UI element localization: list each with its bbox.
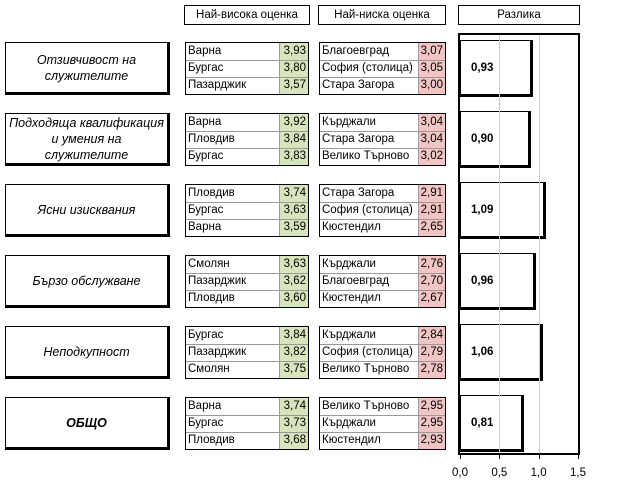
lowest-row-separator	[320, 361, 445, 362]
category-label: Подходяща квалификация и умения на служителите	[5, 113, 170, 166]
highest-row-separator	[186, 148, 308, 149]
highest-row-separator	[186, 202, 308, 203]
lowest-city: София (столица)	[322, 346, 413, 358]
lowest-row	[320, 202, 445, 219]
lowest-table	[319, 113, 446, 166]
difference-value-label: 0,93	[471, 61, 494, 74]
highest-city: Смолян	[188, 258, 230, 270]
highest-row-separator	[186, 290, 308, 291]
lowest-row-separator	[320, 432, 445, 433]
lowest-score: 3,02	[418, 148, 445, 165]
lowest-city: Стара Загора	[322, 133, 395, 145]
difference-value-label: 1,09	[471, 203, 494, 216]
highest-row-separator	[186, 273, 308, 274]
lowest-score: 3,04	[418, 114, 445, 131]
highest-row	[186, 60, 308, 77]
highest-row-separator	[186, 344, 308, 345]
x-tick-mark	[539, 455, 540, 459]
lowest-city: Кърджали	[322, 417, 376, 429]
lowest-city: Кърджали	[322, 258, 376, 270]
difference-value-label: 1,06	[471, 345, 494, 358]
highest-score: 3,74	[279, 398, 308, 415]
highest-city: Пловдив	[188, 434, 235, 446]
lowest-row	[320, 77, 445, 94]
highest-table	[185, 397, 309, 450]
highest-score: 3,62	[279, 273, 308, 290]
highest-row	[186, 273, 308, 290]
lowest-city: Кърджали	[322, 116, 376, 128]
highest-score: 3,68	[279, 432, 308, 449]
highest-row	[186, 327, 308, 344]
x-tick-label: 1,0	[530, 467, 547, 479]
lowest-city: Велико Търново	[322, 400, 410, 412]
lowest-row	[320, 131, 445, 148]
highest-row	[186, 415, 308, 432]
lowest-row	[320, 60, 445, 77]
highest-row	[186, 344, 308, 361]
lowest-row	[320, 185, 445, 202]
lowest-row	[320, 256, 445, 273]
lowest-city: Благоевград	[322, 275, 390, 287]
lowest-row	[320, 273, 445, 290]
lowest-row	[320, 432, 445, 449]
highest-row	[186, 256, 308, 273]
highest-row	[186, 432, 308, 449]
highest-row-separator	[186, 77, 308, 78]
lowest-row	[320, 398, 445, 415]
highest-score: 3,80	[279, 60, 308, 77]
lowest-row	[320, 219, 445, 236]
lowest-score: 3,05	[418, 60, 445, 77]
highest-city: Пазарджик	[188, 79, 247, 91]
lowest-city: Велико Търново	[322, 363, 410, 375]
difference-value-label: 0,81	[471, 416, 494, 429]
lowest-score: 2,91	[418, 202, 445, 219]
lowest-table	[319, 255, 446, 308]
lowest-score: 2,78	[418, 361, 445, 378]
x-tick-label: 0,0	[452, 467, 468, 479]
lowest-score: 3,07	[418, 43, 445, 60]
highest-city: Варна	[188, 221, 222, 233]
difference-value-label: 0,96	[471, 274, 494, 287]
highest-row-separator	[186, 131, 308, 132]
lowest-score: 2,70	[418, 273, 445, 290]
highest-row	[186, 361, 308, 378]
header-lowest: Най-ниска оценка	[318, 5, 446, 25]
category-label: Неподкупност	[5, 326, 170, 379]
lowest-score: 2,91	[418, 185, 445, 202]
difference-value-label: 0,90	[471, 132, 494, 145]
highest-city: Смолян	[188, 363, 230, 375]
header-difference: Разлика	[458, 5, 580, 25]
highest-score: 3,84	[279, 327, 308, 344]
category-label: Бързо обслужване	[5, 255, 170, 308]
highest-table	[185, 42, 309, 95]
lowest-score: 3,00	[418, 77, 445, 94]
highest-score: 3,57	[279, 77, 308, 94]
category-label: Отзивчивост на служителите	[5, 42, 170, 95]
x-tick-label: 0,5	[491, 467, 508, 479]
highest-row-separator	[186, 219, 308, 220]
highest-table	[185, 184, 309, 237]
highest-row-separator	[186, 361, 308, 362]
highest-row	[186, 114, 308, 131]
highest-row	[186, 43, 308, 60]
x-tick-mark	[460, 455, 461, 459]
lowest-table	[319, 184, 446, 237]
highest-score: 3,63	[279, 202, 308, 219]
highest-row	[186, 398, 308, 415]
lowest-row	[320, 327, 445, 344]
highest-city: Бургас	[188, 204, 224, 216]
lowest-table	[319, 42, 446, 95]
highest-row-separator	[186, 60, 308, 61]
highest-score: 3,60	[279, 290, 308, 307]
lowest-row	[320, 43, 445, 60]
highest-row	[186, 77, 308, 94]
lowest-city: София (столица)	[322, 62, 413, 74]
highest-city: Пазарджик	[188, 275, 247, 287]
highest-city: Варна	[188, 45, 222, 57]
lowest-city: Кърджали	[322, 329, 376, 341]
difference-chart-area	[458, 33, 580, 455]
x-tick-mark	[578, 455, 579, 459]
lowest-score: 2,93	[418, 432, 445, 449]
lowest-row-separator	[320, 273, 445, 274]
highest-table	[185, 113, 309, 166]
highest-table	[185, 326, 309, 379]
highest-score: 3,74	[279, 185, 308, 202]
highest-city: Бургас	[188, 150, 224, 162]
highest-city: Варна	[188, 116, 222, 128]
highest-row-separator	[186, 432, 308, 433]
highest-city: Пазарджик	[188, 346, 247, 358]
category-label: ОБЩО	[5, 397, 170, 450]
lowest-row	[320, 361, 445, 378]
highest-city: Бургас	[188, 62, 224, 74]
lowest-row	[320, 415, 445, 432]
lowest-row-separator	[320, 77, 445, 78]
x-tick-label: 1,5	[570, 467, 586, 479]
lowest-row-separator	[320, 290, 445, 291]
x-gridline	[539, 35, 540, 453]
x-gridline	[499, 35, 500, 453]
highest-score: 3,83	[279, 148, 308, 165]
highest-city: Бургас	[188, 329, 224, 341]
highest-row-separator	[186, 415, 308, 416]
highest-score: 3,75	[279, 361, 308, 378]
lowest-score: 2,84	[418, 327, 445, 344]
lowest-table	[319, 326, 446, 379]
highest-score: 3,93	[279, 43, 308, 60]
highest-row	[186, 131, 308, 148]
lowest-row	[320, 148, 445, 165]
header-highest: Най-висока оценка	[184, 5, 310, 25]
lowest-row	[320, 114, 445, 131]
highest-score: 3,73	[279, 415, 308, 432]
highest-score: 3,59	[279, 219, 308, 236]
highest-city: Варна	[188, 400, 222, 412]
lowest-city: Стара Загора	[322, 187, 395, 199]
lowest-score: 2,95	[418, 415, 445, 432]
highest-row	[186, 185, 308, 202]
lowest-score: 3,04	[418, 131, 445, 148]
highest-row	[186, 290, 308, 307]
x-tick-mark	[499, 455, 500, 459]
lowest-table	[319, 397, 446, 450]
highest-score: 3,84	[279, 131, 308, 148]
highest-score: 3,92	[279, 114, 308, 131]
lowest-score: 2,95	[418, 398, 445, 415]
lowest-score: 2,76	[418, 256, 445, 273]
lowest-row	[320, 290, 445, 307]
lowest-score: 2,79	[418, 344, 445, 361]
lowest-row	[320, 344, 445, 361]
lowest-row-separator	[320, 148, 445, 149]
lowest-row-separator	[320, 202, 445, 203]
lowest-row-separator	[320, 131, 445, 132]
lowest-score: 2,65	[418, 219, 445, 236]
lowest-city: Стара Загора	[322, 79, 395, 91]
highest-row	[186, 219, 308, 236]
lowest-score: 2,67	[418, 290, 445, 307]
lowest-city: Кюстендил	[322, 221, 381, 233]
highest-row	[186, 148, 308, 165]
highest-table	[185, 255, 309, 308]
lowest-row-separator	[320, 60, 445, 61]
lowest-city: Кюстендил	[322, 434, 381, 446]
highest-score: 3,63	[279, 256, 308, 273]
highest-city: Бургас	[188, 417, 224, 429]
category-label: Ясни изисквания	[5, 184, 170, 237]
lowest-city: София (столица)	[322, 204, 413, 216]
highest-row	[186, 202, 308, 219]
highest-score: 3,82	[279, 344, 308, 361]
highest-city: Пловдив	[188, 133, 235, 145]
highest-city: Пловдив	[188, 292, 235, 304]
highest-city: Пловдив	[188, 187, 235, 199]
lowest-row-separator	[320, 344, 445, 345]
lowest-city: Кюстендил	[322, 292, 381, 304]
lowest-row-separator	[320, 415, 445, 416]
lowest-city: Велико Търново	[322, 150, 410, 162]
lowest-city: Благоевград	[322, 45, 390, 57]
lowest-row-separator	[320, 219, 445, 220]
